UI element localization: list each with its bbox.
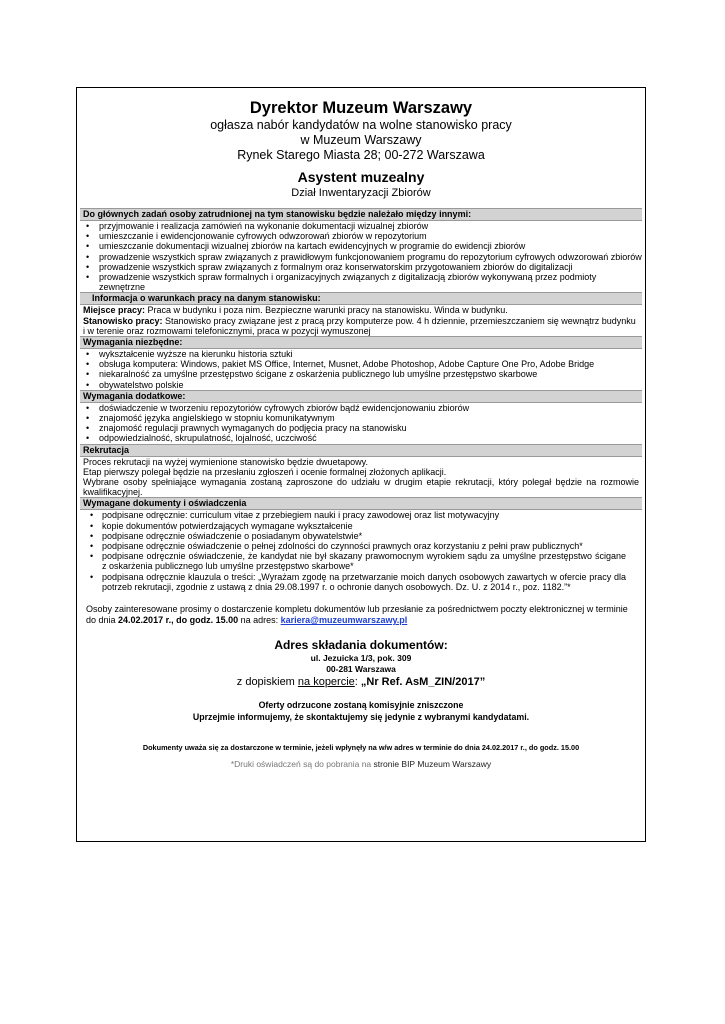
conditions-heading: Informacja o warunkach pracy na danym stanowisku:: [80, 292, 642, 305]
content: [77, 208, 645, 769]
envelope-note-colon: :: [354, 676, 361, 689]
list-item: • doświadczenie w tworzeniu repozytoriów cyfrowych zbiorów bądź ewidencjonowaniu zbiorów: [80, 403, 642, 413]
address-street: ul. Jezuicka 1/3, pok. 309: [310, 653, 412, 664]
recruitment-text: [80, 457, 642, 498]
header-line-2: w Muzeum Warszawy: [300, 133, 422, 147]
bip-link[interactable]: stronie BIP Muzeum Warszawy: [373, 759, 492, 770]
address-block: [80, 638, 642, 689]
envelope-note-underlined: na kopercie: [297, 676, 355, 689]
department-name: Dział Inwentaryzacji Zbiorów: [291, 187, 431, 199]
required-list: [80, 349, 642, 390]
conditions-place: [80, 305, 642, 315]
notes-line-2: Uprzejmie informujemy, że skontaktujemy się jedynie z wybranymi kandydatami.: [192, 712, 530, 723]
position-title: Asystent muzealny: [297, 169, 425, 185]
list-item: • umieszczanie dokumentacji wizualnej zbiorów na kartach ewidencyjnych w programie do ewidencji zbiorów: [80, 241, 642, 251]
list-item: • prowadzenie wszystkich spraw związanych z prawidłowym funkcjonowaniem programu do repozytorium cyfrowych odwzorowań zbiorów: [80, 252, 642, 262]
place-label: Miejsce pracy:: [83, 305, 146, 316]
list-item: • wykształcenie wyższe na kierunku historia sztuki: [80, 349, 642, 359]
list-item: • podpisane odręcznie oświadczenie o posiadanym obywatelstwie*: [80, 531, 642, 541]
additional-heading: Wymagania dodatkowe:: [80, 390, 642, 403]
header-line-3: Rynek Starego Miasta 28; 00-272 Warszawa: [237, 148, 485, 162]
address-title: Adres składania dokumentów:: [274, 638, 448, 653]
duties-list: [80, 221, 642, 292]
header: [77, 98, 645, 200]
list-item: • prowadzenie wszystkich spraw związanych z formalnym oraz konserwatorskim przygotowaniem zbiorów do digitalizacji: [80, 262, 642, 272]
envelope-note-prefix: z dopiskiem: [236, 676, 298, 689]
notes-line-1: Oferty odrzucone zostaną komisyjnie zniszczone: [258, 700, 464, 711]
announcement-title: Dyrektor Muzeum Warszawy: [249, 99, 473, 117]
email-link[interactable]: kariera@muzeumwarszawy.pl: [280, 615, 408, 626]
announcement-frame: [76, 87, 646, 842]
list-item: • prowadzenie wszystkich spraw formalnych i organizacyjnych związanych z digitalizacją zbiorów wykonywaną przez podmioty zewnętrzne: [80, 272, 642, 292]
list-item: • obsługa komputera: Windows, pakiet MS Office, Internet, Musnet, Adobe Photoshop, Adobe Capture One Pro, Adobe Bridge: [80, 359, 642, 369]
submission-paragraph: [80, 604, 642, 626]
envelope-note: [80, 675, 642, 689]
list-item: • podpisane odręcznie: curriculum vitae z przebiegiem nauki i pracy zawodowej oraz list motywacyjny: [80, 510, 642, 520]
reference-number: „Nr Ref. AsM_ZIN/2017”: [360, 676, 486, 689]
recruitment-paragraph-3: Wybrane osoby spełniające wymagania zostaną zaproszone do udziału w drugim etapie rekrutacji, który polegał będzie na rozmowie kwalifikacyjnej.: [83, 477, 639, 498]
recruitment-paragraph-1: Proces rekrutacji na wyżej wymienione stanowisko będzie dwuetapowy.: [83, 456, 368, 467]
list-item: • znajomość języka angielskiego w stopniu komunikatywnym: [80, 413, 642, 423]
submission-text-1: Osoby zainteresowane prosimy o dostarczenie kompletu dokumentów lub przesłanie za pośrednictwem poczty elektronicznej w terminie do dnia: [86, 604, 628, 626]
conditions-post: [80, 316, 642, 336]
place-text: Praca w budynku i poza nim. Bezpieczne warunki pracy na stanowisku. Winda w budynku.: [145, 305, 508, 316]
list-item: • niekaralność za umyślne przestępstwo ścigane z oskarżenia publicznego lub umyślne przestępstwo skarbowe: [80, 369, 642, 379]
final-note: Dokumenty uważa się za dostarczone w terminie, jeżeli wpłynęły na w/w adres w terminie do dnia 24.02.2017 r., do godz. 15.00: [142, 743, 580, 753]
footer-part-1: *Druki oświadczeń są do pobrania na: [230, 759, 374, 770]
notes-block: [80, 699, 642, 723]
documents-heading: Wymagane dokumenty i oświadczenia: [80, 497, 642, 510]
required-heading: Wymagania niezbędne:: [80, 336, 642, 349]
list-item: • podpisana odręcznie klauzula o treści: „Wyrażam zgodę na przetwarzanie moich danych osobowych zawartych w ofercie pracy dla potrzeb rekrutacji, zgodnie z ustawą z dnia 29.08.1997 r. o ochronie danych osobowych. Dz. U. z 2014 r., poz. 1182.”*: [80, 572, 642, 592]
header-line-1: ogłasza nabór kandydatów na wolne stanowisko pracy: [210, 118, 512, 132]
footer-note: [80, 759, 642, 769]
list-item: • podpisane odręcznie oświadczenie, że kandydat nie był skazany prawomocnym wyrokiem sądu za umyślne przestępstwo ścigane z oskarżenia publicznego lub umyślne przestępstwo skarbowe*: [80, 551, 642, 571]
post-label: Stanowisko pracy:: [83, 315, 163, 326]
list-item: • odpowiedzialność, skrupulatność, lojalność, uczciwość: [80, 433, 642, 443]
duties-heading: Do głównych zadań osoby zatrudnionej na tym stanowisku będzie należało między innymi:: [80, 208, 642, 221]
list-item: • kopie dokumentów potwierdzających wymagane wykształcenie: [80, 521, 642, 531]
submission-text-2: na adres:: [238, 615, 281, 626]
post-text: Stanowisko pracy związane jest z pracą przy komputerze pow. 4 h dziennie, przemieszczaniem się wewnątrz budynku i w terenie oraz rozmowami telefonicznymi, praca w pozycji wymuszonej: [83, 315, 636, 336]
address-city: 00-281 Warszawa: [326, 664, 396, 675]
list-item: • umieszczanie i ewidencjonowanie cyfrowych odwzorowań zbiorów w repozytorium: [80, 231, 642, 241]
list-item: • przyjmowanie i realizacja zamówień na wykonanie dokumentacji wizualnej zbiorów: [80, 221, 642, 231]
submission-deadline: 24.02.2017 r., do godz. 15.00: [118, 615, 239, 626]
additional-list: [80, 403, 642, 444]
list-item: • obywatelstwo polskie: [80, 380, 642, 390]
list-item: • znajomość regulacji prawnych wymaganych do podjęcia pracy na stanowisku: [80, 423, 642, 433]
recruitment-paragraph-2: Etap pierwszy polegał będzie na przesłaniu zgłoszeń i ocenie formalnej złożonych aplikacji.: [83, 466, 447, 477]
documents-list: [80, 510, 642, 592]
list-item: • podpisane odręcznie oświadczenie o pełnej zdolności do czynności prawnych oraz korzystaniu z pełni praw publicznych*: [80, 541, 642, 551]
recruitment-heading: Rekrutacja: [80, 444, 642, 457]
